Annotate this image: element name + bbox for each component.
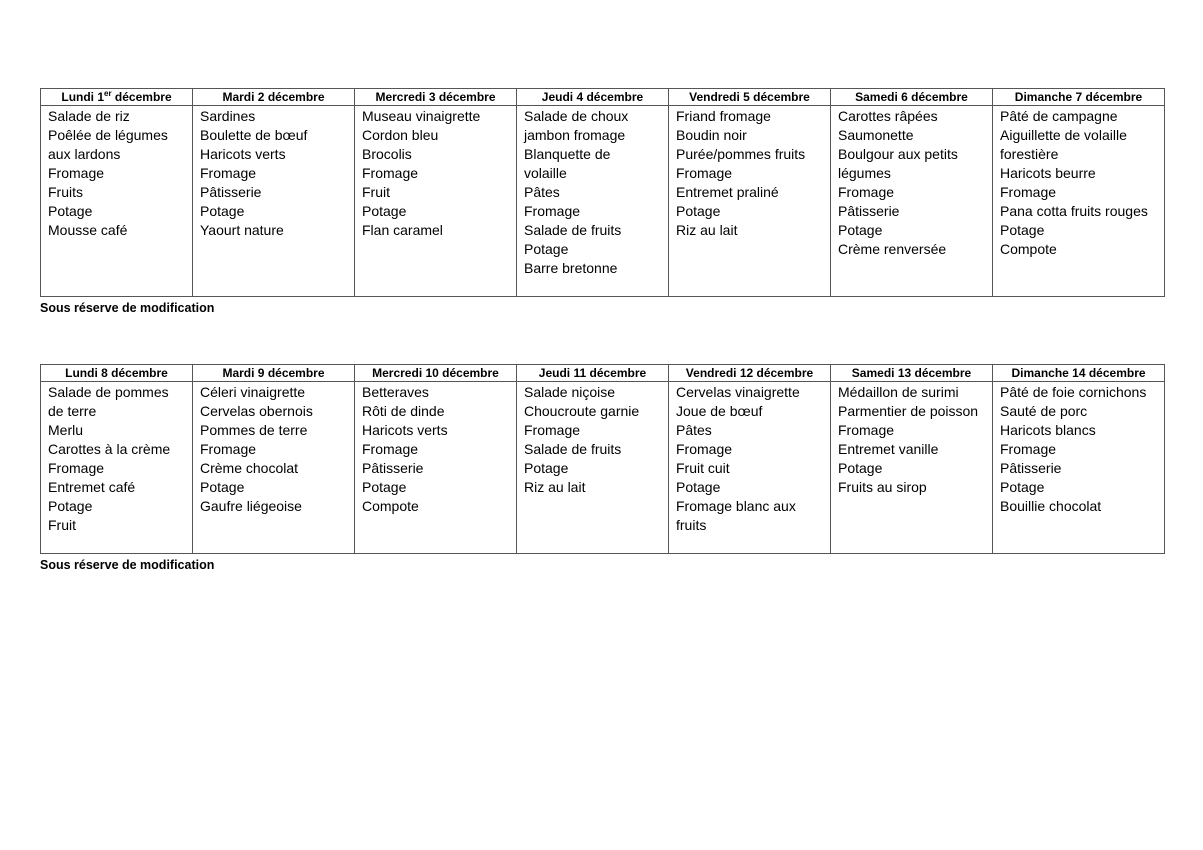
menu-item: Pâtes bbox=[524, 184, 560, 200]
disclaimer-note: Sous réserve de modification bbox=[40, 301, 215, 315]
menu-item: Merlu bbox=[48, 422, 84, 438]
menu-item: Mousse café bbox=[48, 222, 128, 238]
menu-item: Potage bbox=[200, 479, 245, 495]
menu-week-2 bbox=[40, 364, 1164, 573]
menu-item: Fruit bbox=[362, 184, 390, 200]
day-header: Vendredi 5 décembre bbox=[669, 89, 831, 106]
menu-item: Pâté de foie cornichons bbox=[1000, 384, 1147, 400]
menu-items-list bbox=[524, 383, 661, 497]
menu-item: Rôti de dinde bbox=[362, 403, 445, 419]
menu-item: aux lardons bbox=[48, 146, 121, 162]
menu-item: Pana cotta fruits rouges bbox=[1000, 203, 1148, 219]
menu-item: Aiguillette de volaille bbox=[1000, 127, 1127, 143]
menu-items-list bbox=[200, 107, 347, 240]
menu-item: Potage bbox=[200, 203, 245, 219]
menu-item: Salade de choux bbox=[524, 108, 629, 124]
day-header: Mercredi 10 décembre bbox=[355, 365, 517, 382]
day-header: Mardi 2 décembre bbox=[193, 89, 355, 106]
menu-item: Boulette de bœuf bbox=[200, 127, 308, 143]
menu-item: Friand fromage bbox=[676, 108, 771, 124]
menu-item: Cervelas obernois bbox=[200, 403, 313, 419]
menu-item: Entremet café bbox=[48, 479, 136, 495]
day-header: Mercredi 3 décembre bbox=[355, 89, 517, 106]
menu-item: Riz au lait bbox=[524, 479, 586, 495]
menu-item: Museau vinaigrette bbox=[362, 108, 481, 124]
menu-item: Fromage bbox=[362, 441, 419, 457]
day-header: Samedi 6 décembre bbox=[831, 89, 993, 106]
menu-item: Potage bbox=[676, 479, 721, 495]
menu-item: Purée/pommes fruits bbox=[676, 146, 806, 162]
menu-item: Barre bretonne bbox=[524, 260, 618, 276]
menu-item: Carottes râpées bbox=[838, 108, 938, 124]
menu-item: Gaufre liégeoise bbox=[200, 498, 302, 514]
menu-item: Potage bbox=[838, 460, 883, 476]
menu-item: Haricots beurre bbox=[1000, 165, 1096, 181]
day-header: Mardi 9 décembre bbox=[193, 365, 355, 382]
menu-table bbox=[40, 364, 1165, 554]
menu-item: Fruit cuit bbox=[676, 460, 730, 476]
day-menu-cell bbox=[669, 106, 831, 297]
menu-item: Potage bbox=[524, 241, 569, 257]
menu-item: Compote bbox=[1000, 241, 1057, 257]
menu-item: Potage bbox=[838, 222, 883, 238]
menu-item: Fromage bbox=[524, 422, 581, 438]
menu-item: Blanquette de bbox=[524, 146, 611, 162]
menu-item: Poêlée de légumes bbox=[48, 127, 168, 143]
day-menu-cell bbox=[193, 106, 355, 297]
menu-item: Salade de fruits bbox=[524, 222, 622, 238]
menu-item: Pommes de terre bbox=[200, 422, 308, 438]
menu-item: Brocolis bbox=[362, 146, 412, 162]
menu-items-list bbox=[1000, 107, 1157, 259]
menu-item: Fruits bbox=[48, 184, 83, 200]
menu-item: Potage bbox=[1000, 222, 1045, 238]
day-menu-cell bbox=[993, 382, 1165, 554]
day-menu-cell bbox=[831, 382, 993, 554]
menu-item: Fromage bbox=[676, 165, 733, 181]
menu-items-list bbox=[362, 107, 509, 240]
menu-item: Salade de riz bbox=[48, 108, 130, 124]
day-menu-cell bbox=[41, 106, 193, 297]
menu-item: Cervelas vinaigrette bbox=[676, 384, 800, 400]
day-menu-cell bbox=[355, 382, 517, 554]
menu-item: Fruit bbox=[48, 517, 76, 533]
menu-item: Potage bbox=[362, 479, 407, 495]
menu-item: Betteraves bbox=[362, 384, 429, 400]
day-header: Jeudi 4 décembre bbox=[517, 89, 669, 106]
menu-item: Médaillon de surimi bbox=[838, 384, 959, 400]
menu-item: Céleri vinaigrette bbox=[200, 384, 306, 400]
menu-item: Potage bbox=[524, 460, 569, 476]
menu-item: Salade de pommes bbox=[48, 384, 169, 400]
menu-item: fruits bbox=[676, 517, 707, 533]
day-header: Dimanche 7 décembre bbox=[993, 89, 1165, 106]
menu-item: Joue de bœuf bbox=[676, 403, 763, 419]
menu-item: de terre bbox=[48, 403, 97, 419]
menu-item: Riz au lait bbox=[676, 222, 738, 238]
menu-item: Pâté de campagne bbox=[1000, 108, 1118, 124]
menu-item: Fromage bbox=[48, 460, 105, 476]
menu-items-list bbox=[48, 107, 185, 240]
menu-items-list bbox=[200, 383, 347, 516]
menu-item: Flan caramel bbox=[362, 222, 443, 238]
menu-item: Fromage bbox=[1000, 184, 1057, 200]
menu-item: Compote bbox=[362, 498, 419, 514]
menu-item: Fromage blanc aux bbox=[676, 498, 796, 514]
menu-item: Fruits au sirop bbox=[838, 479, 927, 495]
menu-item: Cordon bleu bbox=[362, 127, 439, 143]
menu-item: Fromage bbox=[200, 165, 257, 181]
menu-item: Fromage bbox=[48, 165, 105, 181]
menu-item: forestière bbox=[1000, 146, 1059, 162]
menu-item: Fromage bbox=[362, 165, 419, 181]
menu-item: Pâtisserie bbox=[362, 460, 424, 476]
menu-item: Boulgour aux petits bbox=[838, 146, 958, 162]
menu-item: Parmentier de poisson bbox=[838, 403, 979, 419]
menu-item: Pâtisserie bbox=[200, 184, 262, 200]
menu-items-list bbox=[838, 107, 985, 259]
menu-items-list bbox=[48, 383, 185, 535]
menu-item: Boudin noir bbox=[676, 127, 747, 143]
menu-item: Potage bbox=[676, 203, 721, 219]
day-menu-cell bbox=[517, 382, 669, 554]
menu-item: Yaourt nature bbox=[200, 222, 284, 238]
menu-item: Pâtisserie bbox=[1000, 460, 1062, 476]
menu-item: Bouillie chocolat bbox=[1000, 498, 1102, 514]
menu-item: Choucroute garnie bbox=[524, 403, 640, 419]
menu-item: Potage bbox=[1000, 479, 1045, 495]
menu-item: Haricots verts bbox=[362, 422, 448, 438]
menu-row bbox=[41, 382, 1165, 554]
menu-item: Pâtisserie bbox=[838, 203, 900, 219]
day-menu-cell bbox=[193, 382, 355, 554]
day-header: Samedi 13 décembre bbox=[831, 365, 993, 382]
menu-item: Fromage bbox=[838, 184, 895, 200]
day-header: Jeudi 11 décembre bbox=[517, 365, 669, 382]
menu-items-list bbox=[676, 107, 823, 240]
menu-item: Salade niçoise bbox=[524, 384, 616, 400]
menu-item: Fromage bbox=[676, 441, 733, 457]
menu-item: Fromage bbox=[200, 441, 257, 457]
day-header: Lundi 1er décembre bbox=[41, 89, 193, 106]
menu-item: Salade de fruits bbox=[524, 441, 622, 457]
day-menu-cell bbox=[517, 106, 669, 297]
menu-item: Potage bbox=[48, 203, 93, 219]
menu-table bbox=[40, 88, 1165, 297]
menu-item: Potage bbox=[48, 498, 93, 514]
menu-items-list bbox=[838, 383, 985, 497]
menu-item: Crème chocolat bbox=[200, 460, 299, 476]
day-menu-cell bbox=[355, 106, 517, 297]
menu-item: Potage bbox=[362, 203, 407, 219]
menu-item: Haricots verts bbox=[200, 146, 286, 162]
menu-item: Crème renversée bbox=[838, 241, 947, 257]
menu-item: Pâtes bbox=[676, 422, 712, 438]
menu-week-1 bbox=[40, 88, 1164, 316]
menu-item: jambon fromage bbox=[524, 127, 626, 143]
menu-items-list bbox=[524, 107, 661, 278]
menu-row bbox=[41, 106, 1165, 297]
menu-item: Fromage bbox=[524, 203, 581, 219]
menu-item: Entremet praliné bbox=[676, 184, 779, 200]
menu-item: légumes bbox=[838, 165, 891, 181]
day-menu-cell bbox=[669, 382, 831, 554]
day-header: Dimanche 14 décembre bbox=[993, 365, 1165, 382]
day-header-row bbox=[41, 89, 1165, 106]
menu-item: Fromage bbox=[1000, 441, 1057, 457]
menu-item: volaille bbox=[524, 165, 567, 181]
disclaimer-note: Sous réserve de modification bbox=[40, 558, 215, 572]
day-header: Vendredi 12 décembre bbox=[669, 365, 831, 382]
day-header: Lundi 8 décembre bbox=[41, 365, 193, 382]
menu-item: Sardines bbox=[200, 108, 256, 124]
menu-item: Sauté de porc bbox=[1000, 403, 1088, 419]
menu-item: Fromage bbox=[838, 422, 895, 438]
day-header-row bbox=[41, 365, 1165, 382]
menu-item: Entremet vanille bbox=[838, 441, 939, 457]
day-menu-cell bbox=[831, 106, 993, 297]
menu-item: Saumonette bbox=[838, 127, 914, 143]
menu-items-list bbox=[676, 383, 823, 535]
day-menu-cell bbox=[41, 382, 193, 554]
menu-item: Haricots blancs bbox=[1000, 422, 1096, 438]
day-menu-cell bbox=[993, 106, 1165, 297]
menu-item: Carottes à la crème bbox=[48, 441, 171, 457]
menu-items-list bbox=[362, 383, 509, 516]
menu-items-list bbox=[1000, 383, 1157, 516]
